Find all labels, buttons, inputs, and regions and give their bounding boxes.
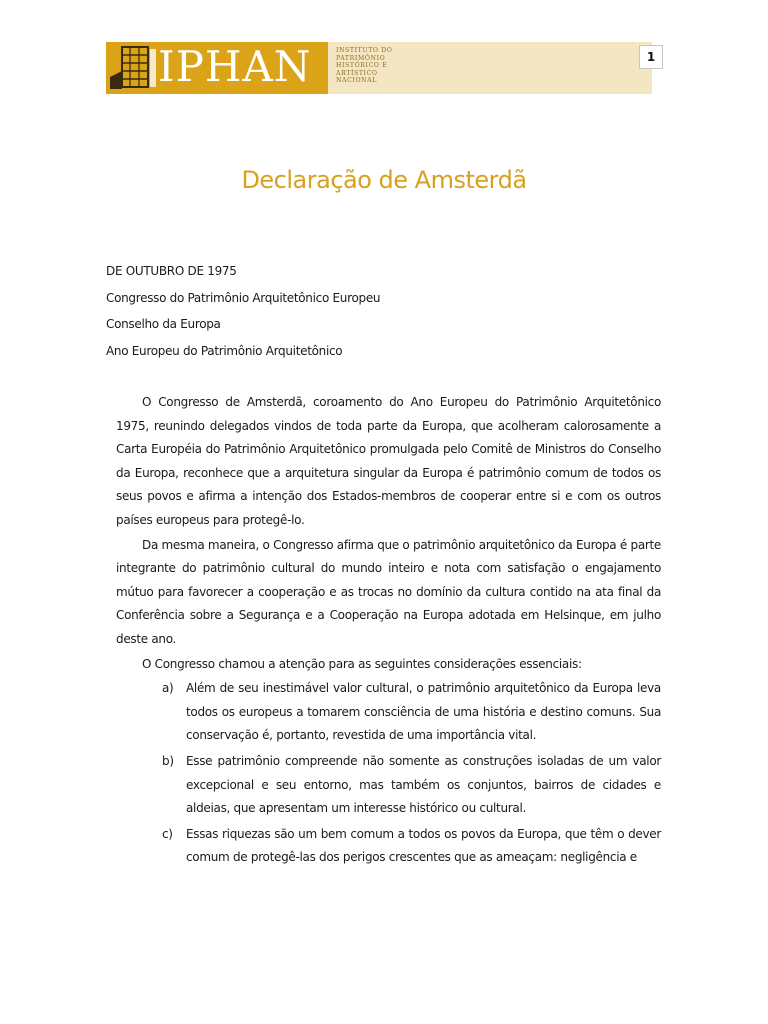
list-marker: a) [162,681,174,696]
meta-council: Conselho da Europa [106,317,221,331]
considerations-list [116,677,661,870]
institute-line: HISTÓRICO E [336,62,388,70]
paragraph: Da mesma maneira, o Congresso afirma que o patrimônio arquitetônico da Europa é parte integrante do patrimônio cultural do mundo inteiro e nota com satisfação o engajamento mútuo para favorecer a cooperação e as trocas no domínio da cultura contido na ata final da Conferência sobre a Segurança e a Cooperação na Europa adotada em Helsinque, em julho deste ano. [116,537,661,646]
paragraph: O Congresso chamou a atenção para as seguintes considerações essenciais: [142,656,582,671]
paragraph: O Congresso de Amsterdã, coroamento do Ano Europeu do Patrimônio Arquitetônico 1975, reunindo delegados vindos de toda parte da Europa, que acolheram calorosamente a Carta Européia do Patrimônio Arquitetônico promulgada pelo Comitê de Ministros do Conselho da Europa, reconhece que a arquitetura singular da Europa é patrimônio comum de todos os seus povos e afirma a intenção dos Estados-membros de cooperar entre si e com os outros países europeus para protegê-lo. [116,395,661,527]
institute-line: PATRIMÔNIO [336,54,386,62]
document-metadata [106,261,666,367]
list-item-text: Esse patrimônio compreende não somente as construções isoladas de um valor excepcional e seu entorno, mas também os conjuntos, bairros de cidades e aldeias, que apresentam um interesse histórico ou cultural. [186,753,661,816]
meta-date: DE OUTUBRO DE 1975 [106,264,237,278]
meta-congress: Congresso do Patrimônio Arquitetônico Europeu [106,290,381,305]
list-marker: c) [162,826,173,841]
list-item [116,677,661,748]
list-marker: b) [162,753,174,768]
iphan-logo-icon [108,43,158,91]
meta-year: Ano Europeu do Patrimônio Arquitetônico [106,343,343,358]
list-item [116,750,661,821]
list-item-text: Essas riquezas são um bem comum a todos os povos da Europa, que têm o dever comum de protegê-las dos perigos crescentes que as ameaçam: negligência e [186,826,661,865]
document-body [116,391,661,872]
list-item-text: Além de seu inestimável valor cultural, o patrimônio arquitetônico da Europa leva todos os europeus a tomarem consciência de uma história e destino comuns. Sua conservação é, portanto, revestida de uma importância vital. [186,681,661,743]
institute-line: ARTÍSTICO [336,69,378,77]
page-number: 1 [639,45,663,69]
institute-line: NACIONAL [336,77,377,85]
document-title: Declaração de Amsterdã [241,166,527,194]
institute-name [336,47,446,85]
institute-line: INSTITUTO DO [336,47,393,54]
logo-wordmark: IPHAN [158,42,312,91]
list-item [116,823,661,870]
